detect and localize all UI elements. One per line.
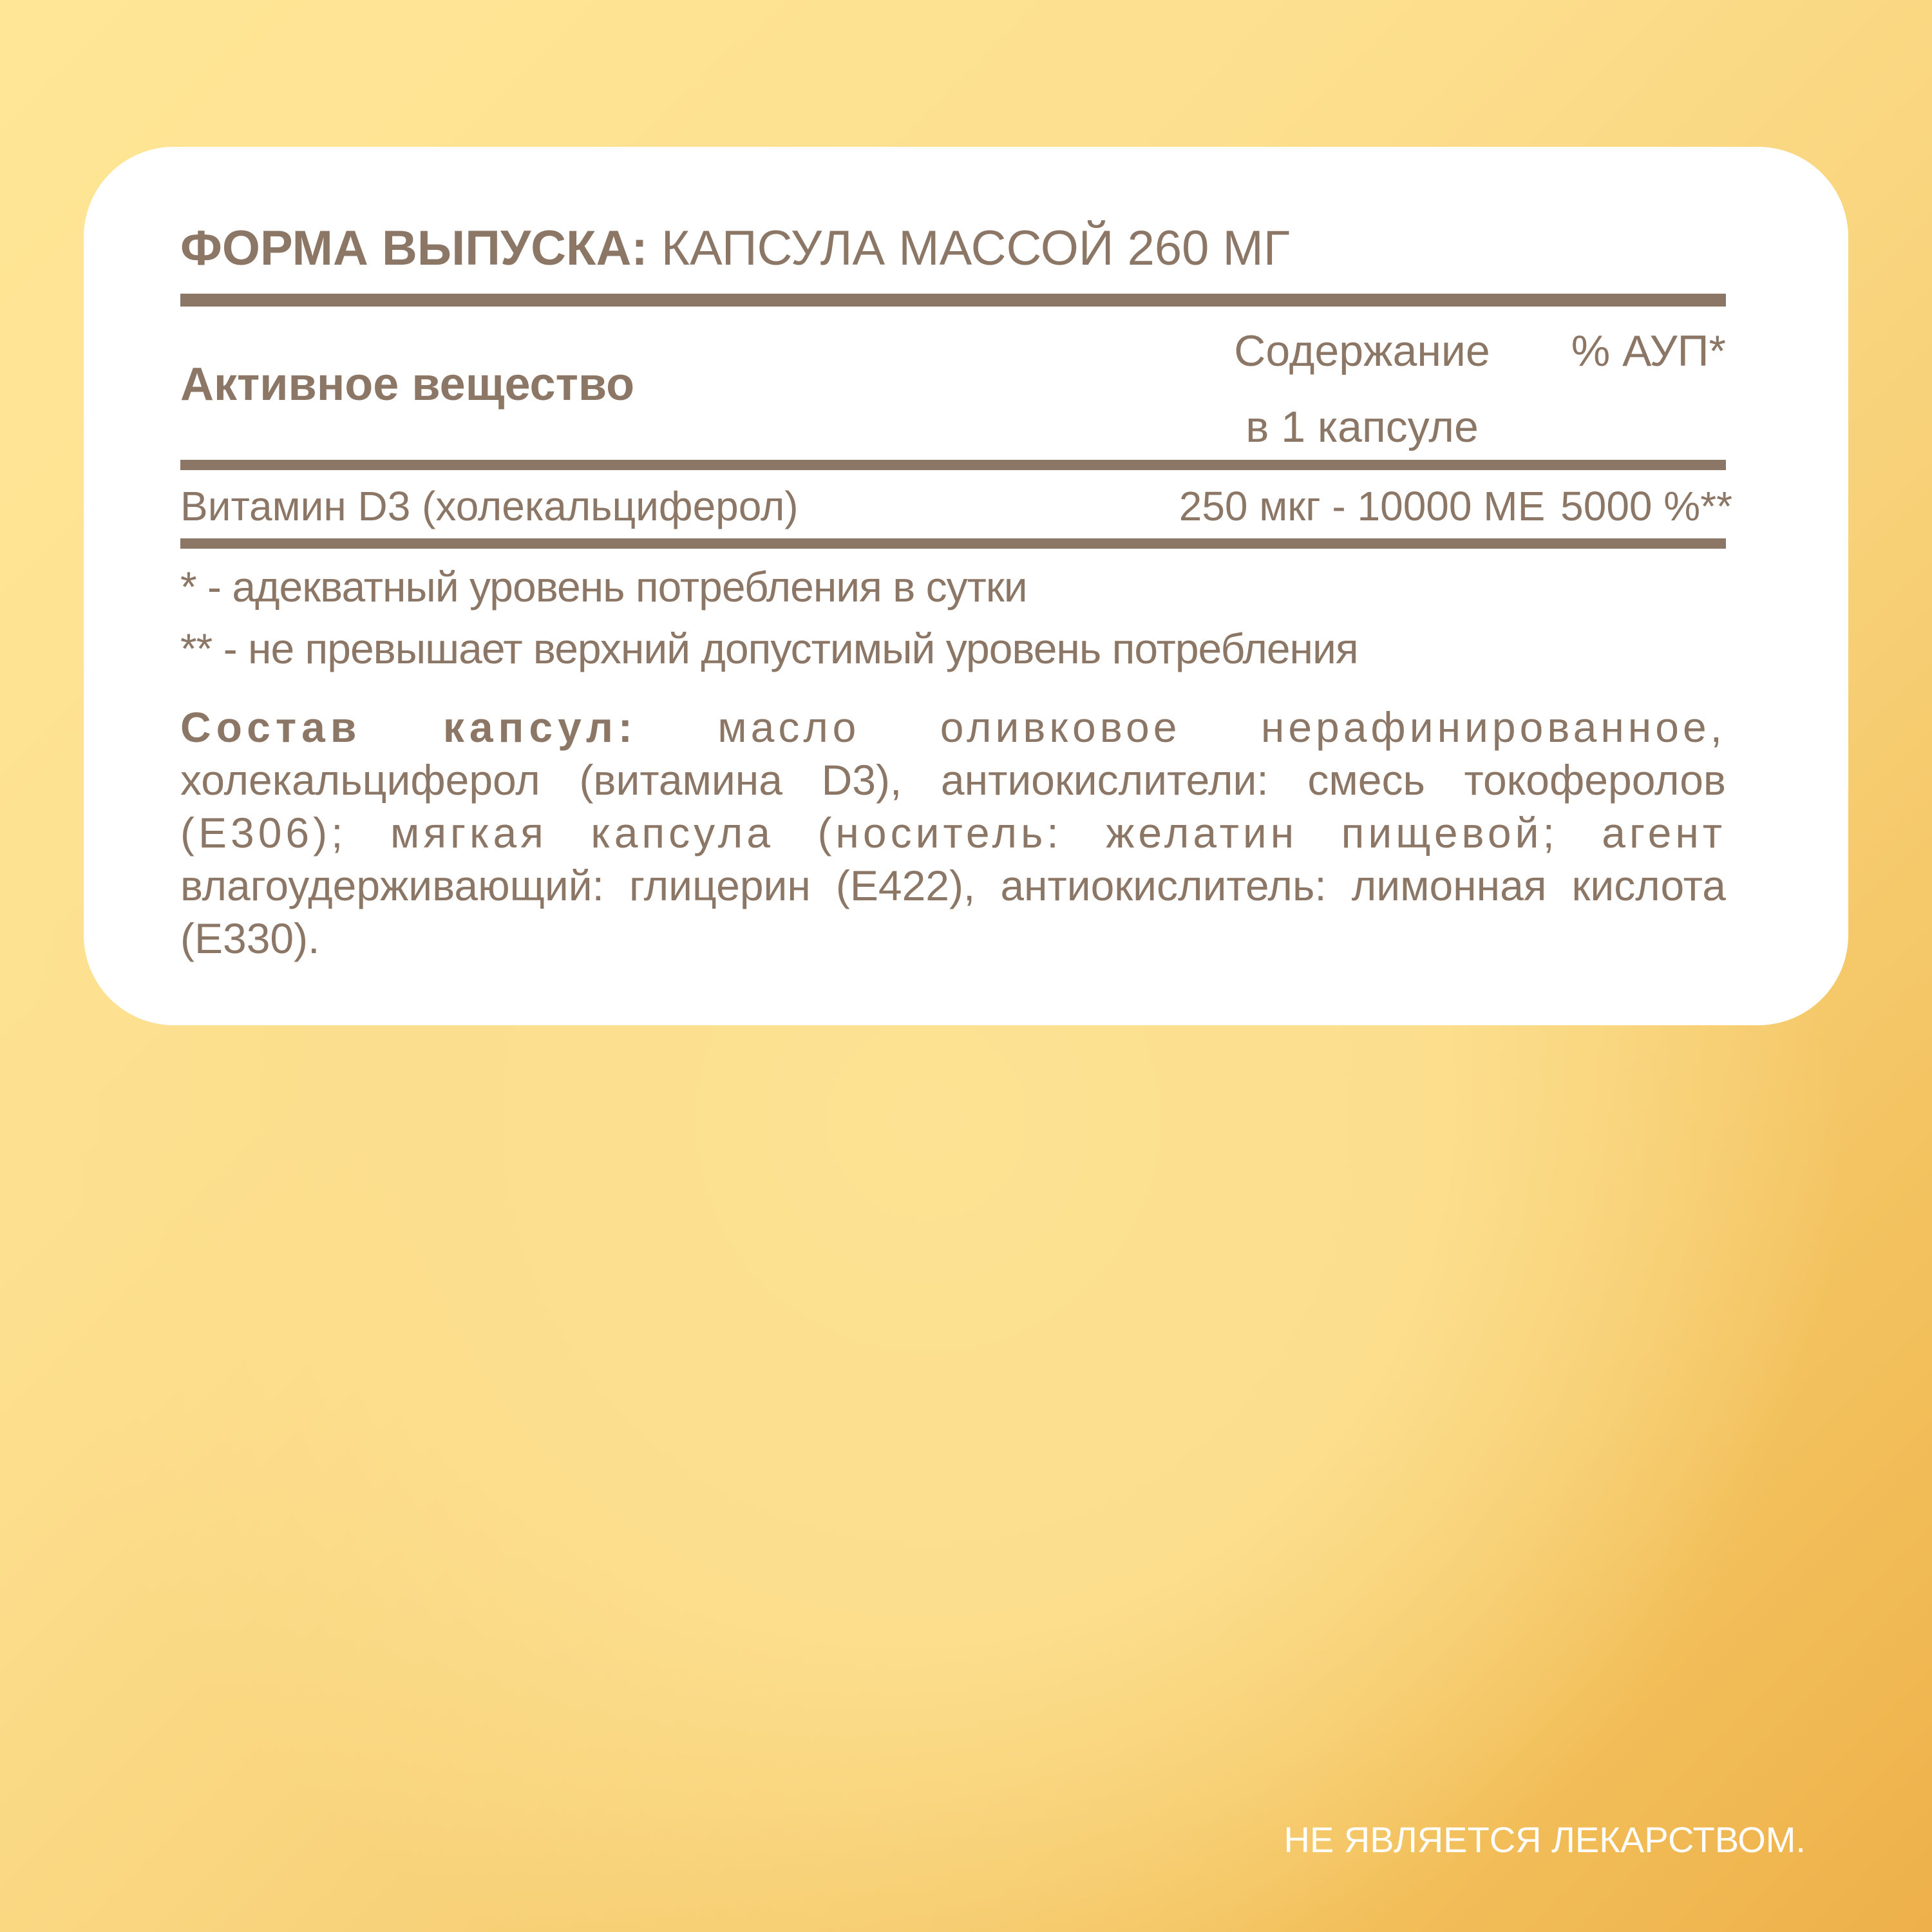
table-top-rule	[180, 294, 1726, 307]
release-form-title	[180, 221, 1758, 276]
row-amount: 250 мкг - 10000 МЕ	[1179, 483, 1546, 529]
column-header-percent: % АУП*	[1571, 327, 1726, 375]
composition-part2: холекальциферол (витамина D3), антиокислители: смесь токоферолов	[180, 756, 1726, 804]
composition-part4: влагоудерживающий: глицерин (Е422), антиокислитель: лимонная кислота (Е330).	[180, 862, 1726, 962]
composition-part3: (Е306); мягкая капсула (носитель: желатин пищевой; агент	[180, 809, 1726, 857]
column-header-content-line1: Содержание	[1234, 327, 1490, 375]
release-form-value: КАПСУЛА МАССОЙ 260 МГ	[647, 221, 1290, 276]
footnote-upper-level: ** - не превышает верхний допустимый уровень потребления	[180, 625, 1358, 672]
column-header-substance: Активное вещество	[180, 359, 635, 410]
row-percent: 5000 %**	[1560, 483, 1732, 529]
release-form-label: ФОРМА ВЫПУСКА:	[180, 221, 648, 276]
composition-part1: масло оливковое нерафинированное,	[637, 703, 1726, 751]
row-substance: Витамин D3 (холекальциферол)	[180, 483, 799, 529]
table-bottom-rule	[180, 538, 1726, 549]
not-a-medicine-disclaimer: НЕ ЯВЛЯЕТСЯ ЛЕКАРСТВОМ.	[1283, 1819, 1806, 1860]
header-divider-rule	[180, 460, 1726, 470]
info-card	[84, 147, 1848, 1025]
column-header-content	[1121, 313, 1604, 465]
composition-text	[180, 701, 1726, 965]
column-header-content-line2: в 1 капсуле	[1245, 402, 1479, 451]
composition-label: Состав капсул:	[180, 703, 638, 751]
footnote-adequate-level: * - адекватный уровень потребления в сутки	[180, 563, 1027, 611]
